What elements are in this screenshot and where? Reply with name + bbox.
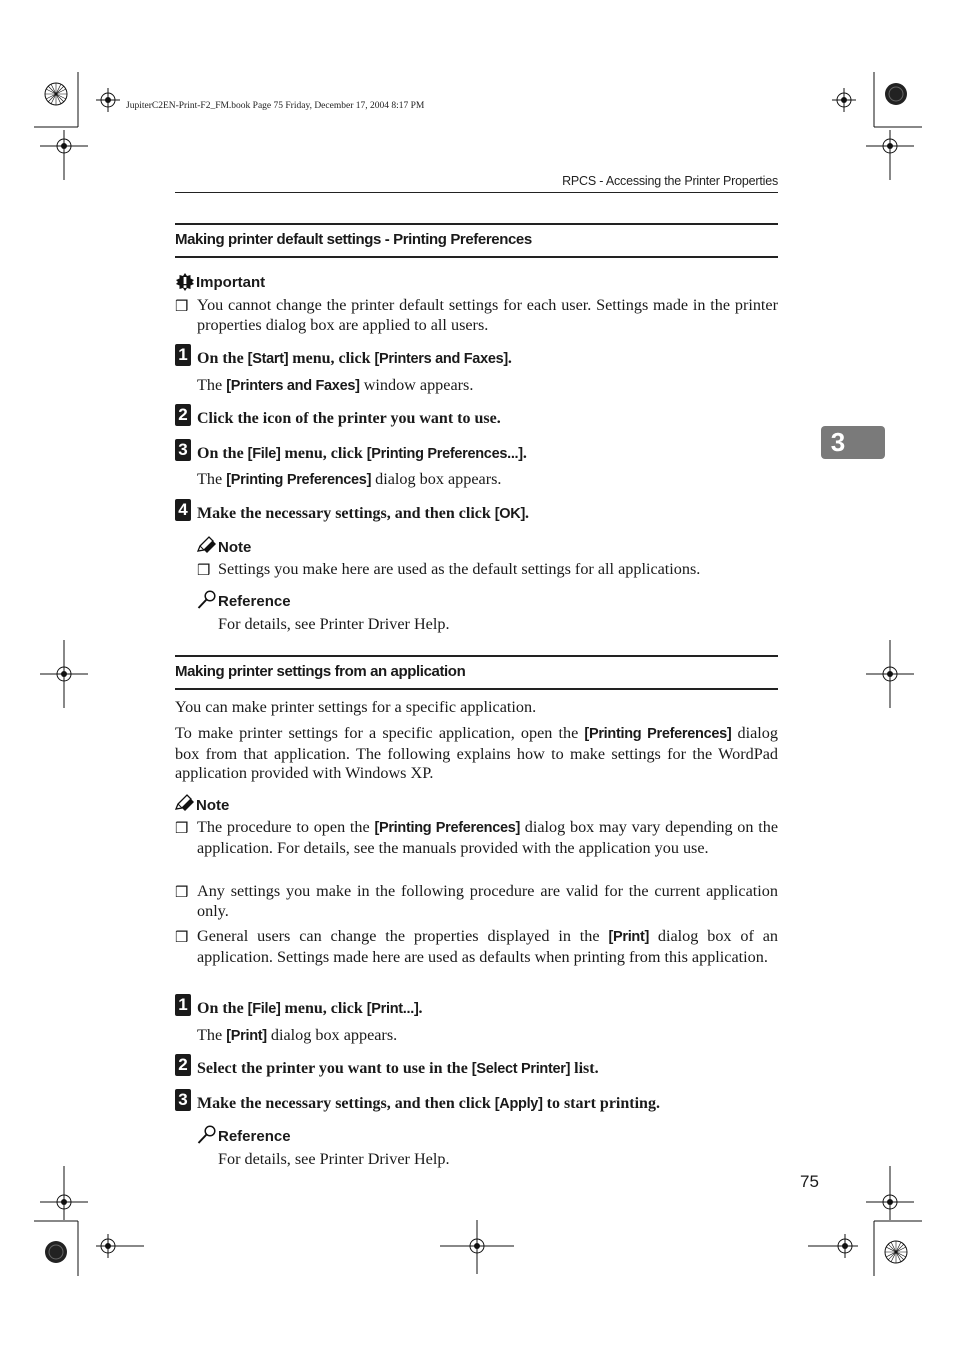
- crosshair-icon: [832, 88, 862, 118]
- reference-text: For details, see Printer Driver Help.: [218, 615, 450, 633]
- reference-text: For details, see Printer Driver Help.: [218, 1150, 450, 1168]
- step-text: On the [Start] menu, click [Printers and Faxes].: [197, 350, 512, 367]
- step-number: 3: [175, 1089, 191, 1111]
- step-text: On the [File] menu, click [Printing Preferences...].: [197, 445, 527, 462]
- step-text: Make the necessary settings, and then click [Apply] to start printing.: [197, 1095, 660, 1112]
- note-item: General users can change the properties displayed in the [Print] dialog box of an application. Settings made here are used as defaults when printing from this application.: [197, 927, 778, 966]
- section-heading: Making printer settings from an application: [175, 663, 466, 680]
- step-number: 2: [175, 404, 191, 426]
- step-number: 1: [175, 994, 191, 1016]
- step-number: 4: [175, 499, 191, 521]
- crosshair-icon: [96, 88, 126, 118]
- section-heading: Making printer default settings - Printing Preferences: [175, 231, 532, 248]
- bullet-icon: ❒: [175, 819, 189, 837]
- note-item: The procedure to open the [Printing Preferences] dialog box may vary depending on the application. For details, see the manuals provided with the application you use.: [197, 818, 778, 857]
- step-number: 2: [175, 1054, 191, 1076]
- step-text: Select the printer you want to use in the [Select Printer] list.: [197, 1060, 599, 1077]
- crosshair-icon: [40, 640, 90, 710]
- step-result: The [Printers and Faxes] window appears.: [197, 376, 474, 394]
- running-header: RPCS - Accessing the Printer Properties: [562, 174, 778, 188]
- step-text: On the [File] menu, click [Print...].: [197, 1000, 423, 1017]
- important-label: Important: [196, 274, 266, 291]
- chapter-tab: [821, 426, 885, 459]
- intro-paragraph: To make printer settings for a specific application, open the [Printing Preferences] dialog box from that application. The following explains how to make settings for the WordPad application provided with Windows XP.: [175, 724, 778, 782]
- registration-mark-icon: [862, 72, 922, 132]
- section-rule-bottom: [175, 688, 778, 690]
- reference-label: Reference: [218, 1128, 291, 1145]
- crosshair-icon: [440, 1220, 516, 1276]
- section-rule-top: [175, 223, 778, 225]
- crosshair-icon: [40, 1166, 90, 1222]
- bullet-icon: ❒: [197, 561, 211, 579]
- registration-mark-icon: [862, 1218, 922, 1278]
- intro-paragraph: You can make printer settings for a specific application.: [175, 698, 537, 716]
- registration-mark-icon: [34, 1218, 94, 1278]
- magnifier-icon: [197, 1125, 217, 1145]
- step-text: Click the icon of the printer you want to use.: [197, 410, 501, 427]
- chapter-number: 3: [830, 427, 846, 457]
- bullet-icon: ❒: [175, 928, 189, 946]
- bullet-icon: ❒: [175, 297, 189, 315]
- note-item: Settings you make here are used as the default settings for all applications.: [218, 560, 701, 578]
- book-info: JupiterC2EN-Print-F2_FM.book Page 75 Friday, December 17, 2004 8:17 PM: [126, 101, 425, 111]
- page-number: 75: [800, 1172, 819, 1191]
- step-number: 1: [175, 344, 191, 366]
- section-rule-bottom: [175, 256, 778, 258]
- step-text: Make the necessary settings, and then click [OK].: [197, 505, 529, 522]
- registration-mark-icon: [34, 72, 94, 132]
- crosshair-icon: [866, 130, 916, 185]
- reference-label: Reference: [218, 593, 291, 610]
- pencil-icon: [197, 536, 217, 554]
- note-label: Note: [218, 539, 252, 556]
- crosshair-icon: [866, 1166, 916, 1222]
- important-icon: [175, 272, 195, 292]
- bullet-icon: ❒: [175, 883, 189, 901]
- step-result: The [Printing Preferences] dialog box appears.: [197, 470, 502, 488]
- crosshair-icon: [40, 130, 90, 185]
- magnifier-icon: [197, 590, 217, 610]
- header-rule: [175, 192, 778, 193]
- step-result: The [Print] dialog box appears.: [197, 1026, 398, 1044]
- crosshair-icon: [96, 1234, 146, 1264]
- crosshair-icon: [866, 640, 916, 710]
- note-item: Any settings you make in the following procedure are valid for the current application only.: [197, 882, 778, 920]
- step-number: 3: [175, 439, 191, 461]
- note-label: Note: [196, 797, 230, 814]
- section-rule-top: [175, 655, 778, 657]
- pencil-icon: [175, 794, 195, 812]
- crosshair-icon: [808, 1234, 858, 1264]
- important-item: You cannot change the printer default settings for each user. Settings made in the printer properties dialog box are applied to all users.: [197, 296, 778, 334]
